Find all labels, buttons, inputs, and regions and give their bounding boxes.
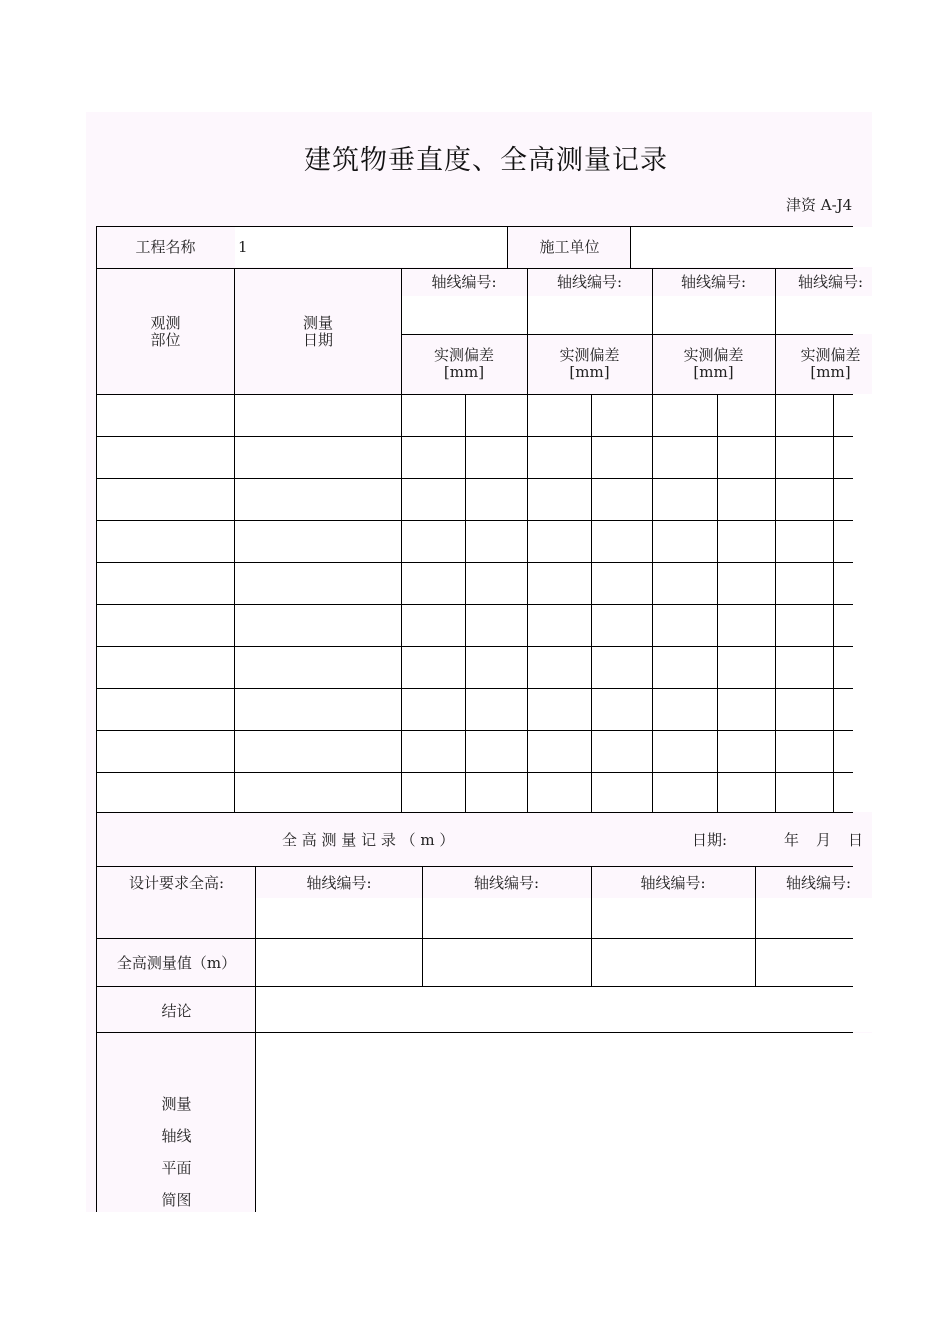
grid-line [96, 226, 853, 227]
grid-line [96, 604, 853, 605]
form-code: 津资 A-J4 [786, 196, 853, 214]
sketch-label-line-2: 轴线 [161, 1127, 192, 1145]
grid-line [96, 562, 853, 563]
grid-line [96, 812, 853, 813]
grid-line [833, 394, 834, 812]
grid-line [775, 268, 776, 812]
grid-line [96, 394, 853, 395]
deviation-label-2: 实测偏差 [559, 346, 620, 364]
grid-line [96, 986, 853, 987]
grid-line [755, 866, 756, 986]
axis-label-3: 轴线编号: [680, 273, 747, 291]
deviation-unit-1: [mm] [443, 363, 485, 381]
grid-line [652, 268, 653, 812]
fh-axis-label-2: 轴线编号: [473, 874, 540, 892]
sketch-label-line-4: 简图 [161, 1191, 192, 1209]
grid-line [96, 688, 853, 689]
grid-line [401, 334, 853, 335]
grid-line [96, 226, 97, 1212]
grid-line [527, 268, 528, 812]
sketch-label-line-3: 平面 [161, 1159, 192, 1177]
axis-value-cell-1[interactable] [402, 296, 527, 334]
axis-value-cell-2[interactable] [528, 296, 652, 334]
form-sheet [86, 112, 872, 1212]
full-height-day-label: 日 [848, 831, 864, 849]
grid-line [96, 520, 853, 521]
grid-line [717, 394, 718, 812]
deviation-unit-4: [mm] [810, 363, 851, 381]
fh-axis-label-1: 轴线编号: [306, 874, 372, 892]
grid-line [401, 268, 402, 812]
construction-unit-label: 施工单位 [539, 238, 600, 256]
fh-axis-label-4: 轴线编号: [786, 874, 852, 892]
deviation-unit-2: [mm] [569, 363, 610, 381]
grid-line [507, 226, 508, 268]
deviation-label-1: 实测偏差 [433, 346, 494, 364]
full-height-date-label: 日期: [692, 831, 728, 849]
axis-value-cell-4[interactable] [776, 296, 872, 334]
fh-axis-label-3: 轴线编号: [640, 874, 706, 892]
grid-line [591, 866, 592, 986]
grid-line [96, 730, 853, 731]
project-name-value: 1 [238, 238, 248, 256]
project-name-label: 工程名称 [135, 238, 196, 256]
design-height-label: 设计要求全高: [128, 874, 225, 892]
sketch-area[interactable] [256, 1033, 872, 1212]
grid-line [96, 938, 853, 939]
grid-line [96, 866, 853, 867]
grid-line [96, 646, 853, 647]
page-title: 建筑物垂直度、全高测量记录 [304, 145, 668, 176]
vertical-data-area[interactable] [97, 394, 872, 812]
sketch-label-line-1: 测量 [161, 1095, 192, 1113]
grid-line [465, 394, 466, 812]
deviation-label-4: 实测偏差 [800, 346, 861, 364]
grid-line [96, 772, 853, 773]
axis-value-cell-3[interactable] [653, 296, 775, 334]
grid-line [255, 866, 256, 1212]
full-height-year-label: 年 [784, 831, 800, 849]
measured-value-label: 全高测量值（m） [116, 954, 237, 972]
grid-line [591, 394, 592, 812]
grid-line [96, 436, 853, 437]
grid-line [96, 268, 853, 269]
grid-line [422, 866, 423, 986]
project-name-cell[interactable] [235, 227, 508, 267]
axis-label-4: 轴线编号: [797, 273, 864, 291]
grid-line [96, 1032, 853, 1033]
axis-label-2: 轴线编号: [556, 273, 623, 291]
full-height-data-area[interactable] [256, 898, 872, 1032]
conclusion-label: 结论 [161, 1002, 192, 1020]
deviation-label-3: 实测偏差 [683, 346, 744, 364]
grid-line [234, 268, 235, 812]
full-height-month-label: 月 [816, 831, 832, 849]
construction-unit-cell[interactable] [631, 227, 872, 267]
grid-line [96, 478, 853, 479]
location-label: 观测 部位 [150, 314, 181, 349]
date-label: 测量 日期 [302, 314, 333, 349]
deviation-unit-3: [mm] [693, 363, 734, 381]
grid-line [630, 226, 631, 268]
full-height-section-title: 全 高 测 量 记 录 （ m ） [282, 831, 455, 849]
axis-label-1: 轴线编号: [431, 273, 497, 291]
